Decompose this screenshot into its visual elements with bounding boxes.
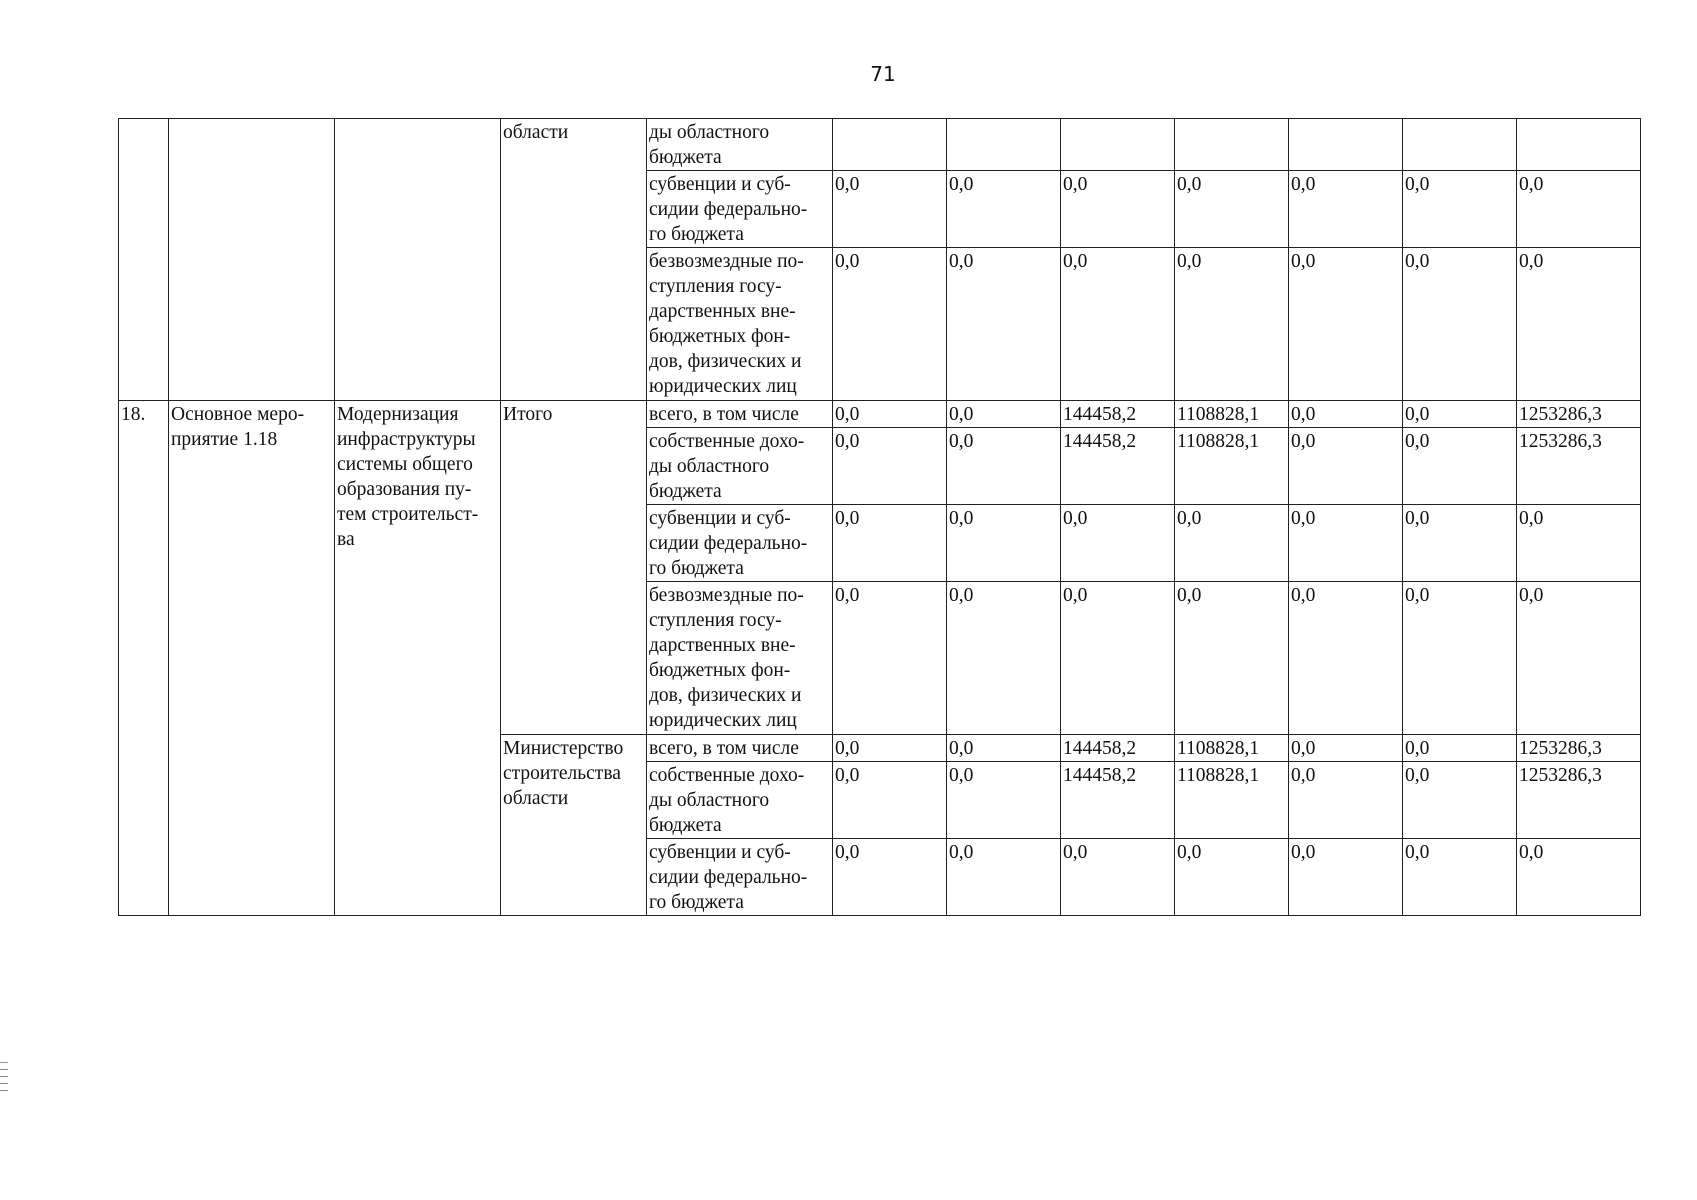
value-cell: 0,0: [1289, 762, 1403, 839]
total-cell: 1253286,3: [1517, 735, 1641, 762]
event-cell: Основное меро- приятие 1.18: [169, 401, 335, 916]
value-cell: 144458,2: [1061, 735, 1175, 762]
value-cell: 0,0: [1175, 582, 1289, 735]
value-cell: 0,0: [833, 171, 947, 248]
value-cell: 1108828,1: [1175, 735, 1289, 762]
value-cell: 0,0: [833, 401, 947, 428]
total-cell: 1253286,3: [1517, 401, 1641, 428]
value-cell: 0,0: [1175, 505, 1289, 582]
value-cell: 0,0: [833, 248, 947, 401]
value-cell: 0,0: [1061, 171, 1175, 248]
executor-cell: области: [501, 119, 647, 401]
value-cell: 0,0: [1289, 505, 1403, 582]
value-cell: 0,0: [833, 762, 947, 839]
total-cell: 0,0: [1517, 582, 1641, 735]
funding-source-cell: субвенции и суб- сидии федерально- го бюджета: [647, 171, 833, 248]
value-cell: 0,0: [947, 248, 1061, 401]
page-number: 71: [870, 62, 896, 86]
total-cell: 1253286,3: [1517, 762, 1641, 839]
value-cell: 0,0: [1289, 839, 1403, 916]
row-number-cell: [119, 119, 169, 401]
table-row: [119, 401, 1641, 428]
value-cell: [947, 119, 1061, 171]
funding-source-cell: ды областного бюджета: [647, 119, 833, 171]
funding-source-cell: всего, в том числе: [647, 735, 833, 762]
table-row: [119, 119, 1641, 171]
value-cell: 1108828,1: [1175, 401, 1289, 428]
value-cell: 0,0: [1289, 428, 1403, 505]
value-cell: 0,0: [833, 582, 947, 735]
funding-source-cell: всего, в том числе: [647, 401, 833, 428]
funding-source-cell: безвозмездные по- ступления госу- дарственных вне- бюджетных фон- дов, физических и юридических лиц: [647, 582, 833, 735]
value-cell: 0,0: [1289, 248, 1403, 401]
value-cell: 0,0: [1403, 505, 1517, 582]
funding-source-cell: собственные дохо- ды областного бюджета: [647, 762, 833, 839]
event-name-cell: [335, 119, 501, 401]
total-cell: 0,0: [1517, 839, 1641, 916]
total-cell: [1517, 119, 1641, 171]
value-cell: 0,0: [1061, 839, 1175, 916]
value-cell: 1108828,1: [1175, 428, 1289, 505]
value-cell: 0,0: [947, 505, 1061, 582]
scan-margin-marks: [0, 1062, 8, 1091]
value-cell: [833, 119, 947, 171]
value-cell: 144458,2: [1061, 762, 1175, 839]
value-cell: 0,0: [1403, 428, 1517, 505]
value-cell: 0,0: [947, 401, 1061, 428]
value-cell: 0,0: [833, 735, 947, 762]
total-cell: 1253286,3: [1517, 428, 1641, 505]
value-cell: [1061, 119, 1175, 171]
row-number-cell: 18.: [119, 401, 169, 916]
value-cell: [1289, 119, 1403, 171]
value-cell: 0,0: [947, 171, 1061, 248]
executor-cell: Министерство строительства области: [501, 735, 647, 916]
total-cell: 0,0: [1517, 505, 1641, 582]
value-cell: 0,0: [947, 582, 1061, 735]
value-cell: 0,0: [833, 839, 947, 916]
event-cell: [169, 119, 335, 401]
value-cell: 0,0: [1175, 248, 1289, 401]
value-cell: 144458,2: [1061, 428, 1175, 505]
value-cell: 0,0: [1289, 582, 1403, 735]
value-cell: 0,0: [1289, 401, 1403, 428]
value-cell: 0,0: [1061, 505, 1175, 582]
value-cell: 0,0: [947, 762, 1061, 839]
value-cell: 0,0: [1061, 582, 1175, 735]
total-cell: 0,0: [1517, 248, 1641, 401]
value-cell: 0,0: [833, 505, 947, 582]
total-cell: 0,0: [1517, 171, 1641, 248]
funding-source-cell: субвенции и суб- сидии федерально- го бюджета: [647, 505, 833, 582]
value-cell: 0,0: [1289, 735, 1403, 762]
value-cell: 0,0: [947, 428, 1061, 505]
event-name-cell: Модернизация инфраструктуры системы общего образования пу- тем строительст- ва: [335, 401, 501, 916]
value-cell: 144458,2: [1061, 401, 1175, 428]
value-cell: 0,0: [1403, 762, 1517, 839]
funding-source-cell: собственные дохо- ды областного бюджета: [647, 428, 833, 505]
value-cell: 0,0: [833, 428, 947, 505]
value-cell: 0,0: [947, 735, 1061, 762]
value-cell: 0,0: [1403, 401, 1517, 428]
value-cell: 0,0: [1061, 248, 1175, 401]
value-cell: 1108828,1: [1175, 762, 1289, 839]
value-cell: 0,0: [1403, 839, 1517, 916]
value-cell: [1175, 119, 1289, 171]
value-cell: [1403, 119, 1517, 171]
value-cell: 0,0: [1175, 171, 1289, 248]
funding-source-cell: субвенции и суб- сидии федерально- го бюджета: [647, 839, 833, 916]
funding-source-cell: безвозмездные по- ступления госу- дарственных вне- бюджетных фон- дов, физических и юридических лиц: [647, 248, 833, 401]
executor-cell: Итого: [501, 401, 647, 735]
value-cell: 0,0: [1289, 171, 1403, 248]
value-cell: 0,0: [1403, 171, 1517, 248]
value-cell: 0,0: [1403, 248, 1517, 401]
value-cell: 0,0: [1403, 582, 1517, 735]
value-cell: 0,0: [1175, 839, 1289, 916]
value-cell: 0,0: [1403, 735, 1517, 762]
value-cell: 0,0: [947, 839, 1061, 916]
budget-table: [118, 118, 1641, 916]
